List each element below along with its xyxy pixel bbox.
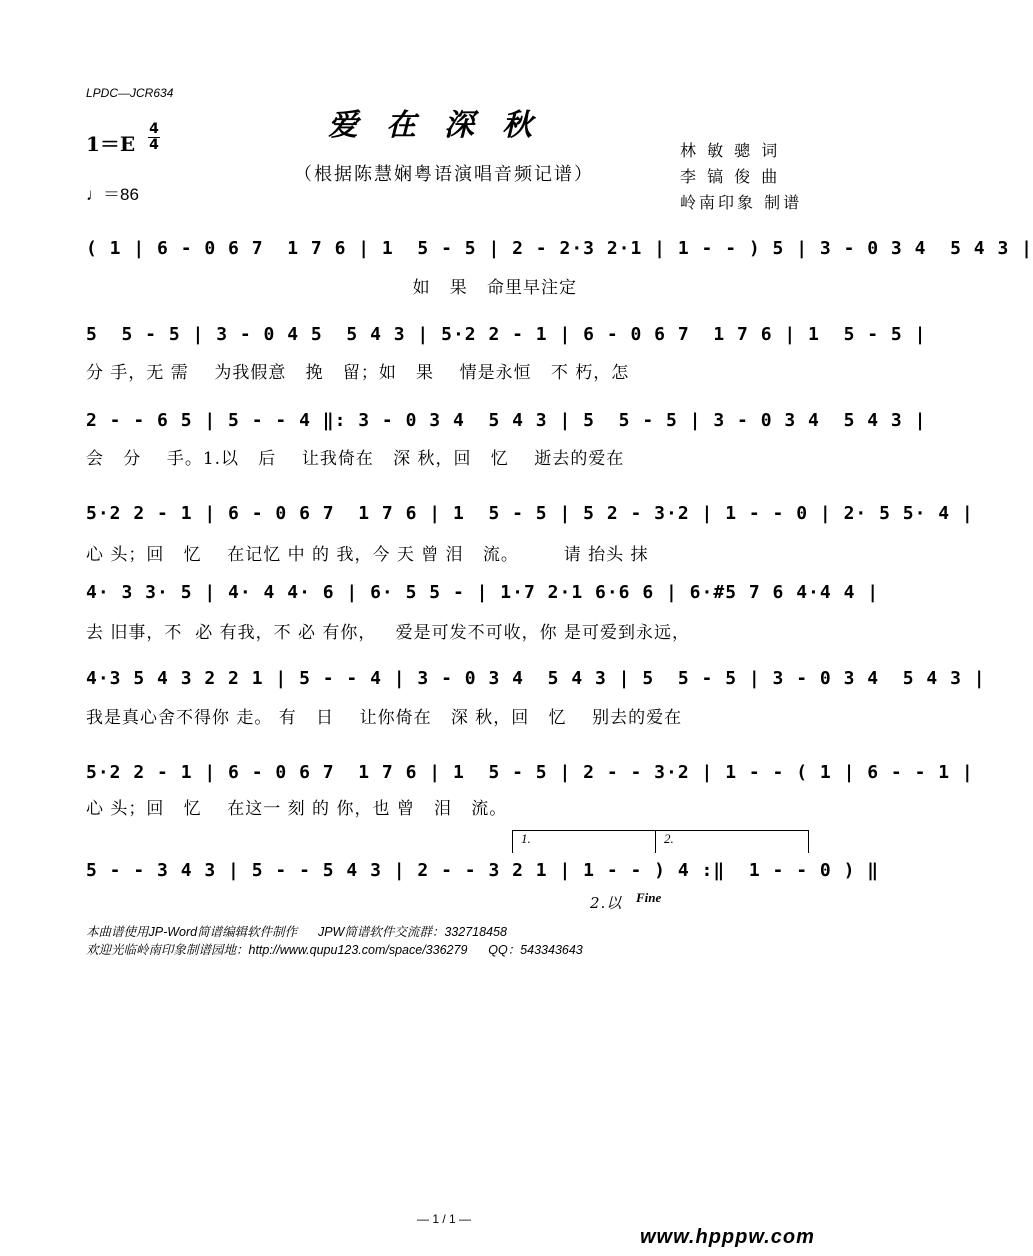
score-line-6-lyrics: 我是真心舍不得你 走。 有 日 让你倚在 深 秋，回 忆 别去的爱在 <box>86 708 683 728</box>
score-line-7-lyrics: 心 头；回 忆 在这一 刻 的 你，也 曾 泪 流。 <box>86 799 508 819</box>
second-ending-bracket <box>655 830 809 853</box>
score-line-3-lyrics: 会 分 手。1.以 后 让我倚在 深 秋，回 忆 逝去的爱在 <box>86 449 625 469</box>
composer-credit: 李 镐 俊 曲 <box>680 167 781 186</box>
site-watermark: www.hpppw.com <box>640 1226 815 1248</box>
score-code: LPDC—JCR634 <box>86 86 174 100</box>
score-line-2-notes: 5 5 - 5 | 3 - 0 4 5 5 4 3 | 5·2 2 - 1 | 6 - 0 6 7 1 7 6 | 1 5 - 5 | <box>86 324 927 345</box>
song-subtitle: （根据陈慧娴粤语演唱音频记谱） <box>294 164 594 185</box>
lyricist-credit: 林 敏 骢 词 <box>680 141 781 160</box>
tempo-marking: ♩＝86 <box>86 185 139 204</box>
song-title: 爱在深秋 <box>328 108 560 143</box>
score-line-1-lyrics: 如 果 命里早注定 <box>86 278 578 298</box>
second-verse-cue: 2.以 <box>590 894 623 912</box>
second-ending-label: 2. <box>664 831 674 846</box>
footer-line-1: 本曲谱使用JP-Word简谱编辑软件制作 JPW简谱软件交流群：332718458 <box>86 925 507 939</box>
footer-line-2: 欢迎光临岭南印象制谱园地：http://www.qupu123.com/space/336279 QQ：543343643 <box>86 943 583 957</box>
arranger-credit: 岭南印象 制谱 <box>680 193 803 212</box>
score-line-4-lyrics: 心 头；回 忆 在记忆 中 的 我，今 天 曾 泪 流。 请 抬头 抹 <box>86 545 649 565</box>
score-line-5-notes: 4· 3 3· 5 | 4· 4 4· 6 | 6· 5 5 - | 1·7 2·1 6·6 6 | 6·#5 7 6 4·4 4 | <box>86 582 880 603</box>
time-signature-top: 4 <box>149 121 159 137</box>
score-line-3-notes: 2 - - 6 5 | 5 - - 4 ‖: 3 - 0 3 4 5 4 3 | 5 5 - 5 | 3 - 0 3 4 5 4 3 | <box>86 410 927 431</box>
time-signature-bottom: 4 <box>149 137 159 153</box>
first-ending-label: 1. <box>521 831 531 846</box>
score-line-2-lyrics: 分 手，无 需 为我假意 挽 留；如 果 情是永恒 不 朽，怎 <box>86 363 630 383</box>
key-signature: 1＝E <box>86 132 136 156</box>
score-line-7-notes: 5·2 2 - 1 | 6 - 0 6 7 1 7 6 | 1 5 - 5 | 2 - - 3·2 | 1 - - ( 1 | 6 - - 1 | <box>86 762 974 783</box>
page-number: — 1 / 1 — <box>416 1212 472 1226</box>
score-line-5-lyrics: 去 旧事，不 必 有我，不 必 有你， 爱是可发不可收，你 是可爱到永远， <box>86 623 691 643</box>
score-line-6-notes: 4·3 5 4 3 2 2 1 | 5 - - 4 | 3 - 0 3 4 5 4 3 | 5 5 - 5 | 3 - 0 3 4 5 4 3 | <box>86 668 986 689</box>
time-signature <box>148 122 160 153</box>
score-line-1-notes: ( 1 | 6 - 0 6 7 1 7 6 | 1 5 - 5 | 2 - 2·3 2·1 | 1 - - ) 5 | 3 - 0 3 4 5 4 3 | <box>86 238 1033 259</box>
credits <box>680 138 802 216</box>
score-line-4-notes: 5·2 2 - 1 | 6 - 0 6 7 1 7 6 | 1 5 - 5 | 5 2 - 3·2 | 1 - - 0 | 2· 5 5· 4 | <box>86 503 974 524</box>
score-line-8-notes: 5 - - 3 4 3 | 5 - - 5 4 3 | 2 - - 3 2 1 | 1 - - ) 4 :‖ 1 - - 0 ) ‖ <box>86 860 880 881</box>
first-ending-bracket <box>512 830 659 853</box>
fine-marking: Fine <box>636 890 662 905</box>
